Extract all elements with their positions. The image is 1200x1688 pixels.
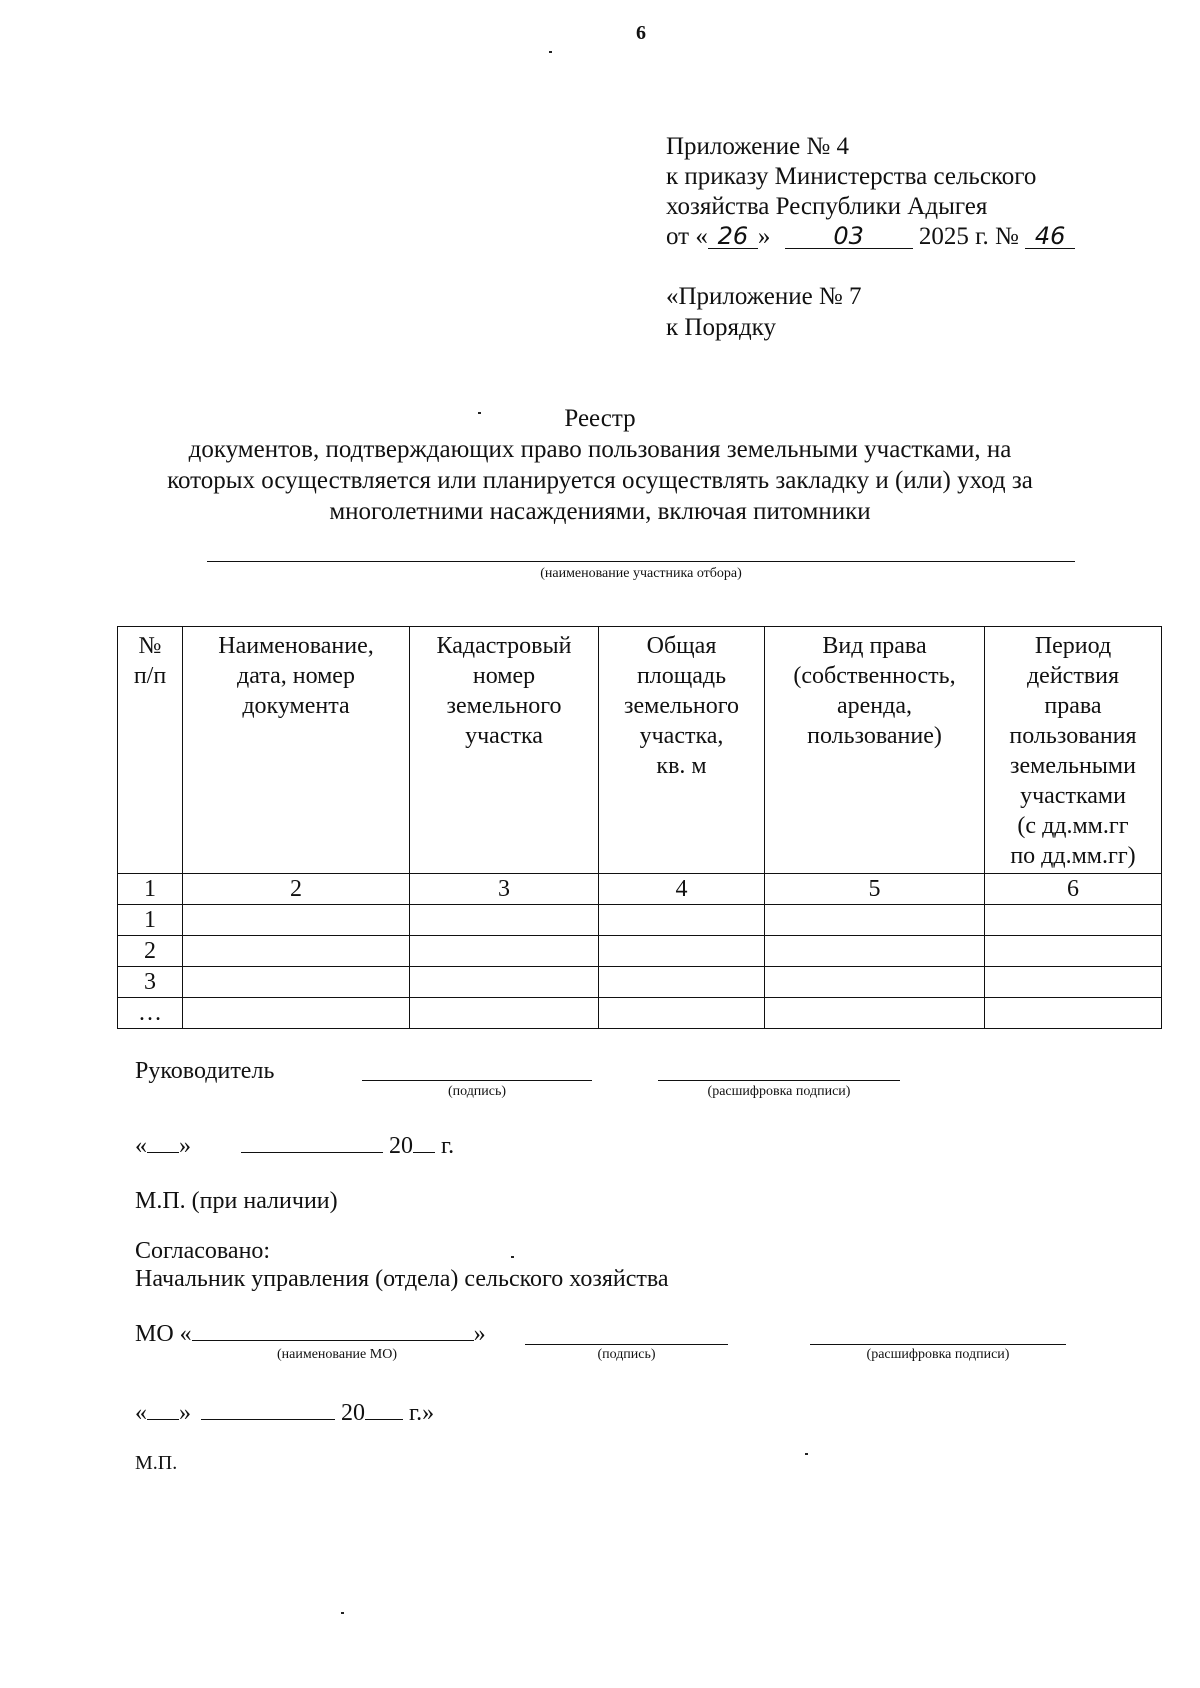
column-number: 5 — [765, 874, 985, 905]
month-blank — [201, 1399, 335, 1420]
row-number: 1 — [118, 905, 183, 936]
table-cell — [410, 967, 599, 998]
mo-name-blank — [192, 1320, 474, 1341]
participant-caption: (наименование участника отбора) — [540, 566, 742, 581]
handwritten-day: 26 — [708, 224, 758, 249]
scan-speck — [805, 1453, 808, 1455]
table-cell — [599, 967, 765, 998]
row-number: … — [118, 998, 183, 1029]
agreed-date-line — [135, 1399, 434, 1427]
table-cell — [765, 998, 985, 1029]
table-cell — [183, 936, 410, 967]
registry-table — [117, 626, 1162, 1029]
year-blank — [365, 1399, 403, 1420]
table-cell — [599, 998, 765, 1029]
date-open: « — [135, 1400, 147, 1426]
scan-speck — [341, 1612, 344, 1614]
day-blank — [147, 1399, 179, 1420]
stamp-label: М.П. (при наличии) — [135, 1188, 338, 1214]
decode-caption: (расшифровка подписи) — [707, 1084, 851, 1099]
table-header-cell: Кадастровый номер земельного участка — [410, 627, 599, 874]
column-number: 4 — [599, 874, 765, 905]
column-number: 2 — [183, 874, 410, 905]
agreed-signature-line — [525, 1344, 728, 1345]
table-cell — [985, 905, 1162, 936]
table-cell — [985, 936, 1162, 967]
table-row — [118, 936, 1162, 967]
date-close: » — [757, 223, 771, 250]
approval-line: Приложение № 4 — [666, 133, 850, 160]
scan-speck — [511, 1256, 514, 1258]
approval-date-line — [666, 222, 1075, 252]
table-cell — [183, 905, 410, 936]
sign-caption: (подпись) — [447, 1084, 507, 1099]
table-header-cell: № п/п — [118, 627, 183, 874]
approval-block — [666, 132, 1075, 252]
agreed-sign-caption: (подпись) — [597, 1347, 656, 1362]
approval-line: хозяйства Республики Адыгея — [666, 193, 988, 220]
date-close: » — [179, 1400, 191, 1426]
day-blank — [147, 1132, 179, 1153]
year-prefix: 20 — [389, 1133, 413, 1159]
head-date-line — [135, 1132, 454, 1160]
table-header-cell: Период действия права пользования земельными участками (с дд.мм.гг по дд.мм.гг) — [985, 627, 1162, 874]
month-blank — [241, 1132, 383, 1153]
year-text: 2025 г. № — [918, 223, 1019, 250]
agreed-position: Начальник управления (отдела) сельского хозяйства — [135, 1266, 669, 1292]
appendix-block — [666, 282, 862, 344]
table-cell — [765, 967, 985, 998]
table-row — [118, 998, 1162, 1029]
table-header-cell: Общая площадь земельного участка, кв. м — [599, 627, 765, 874]
title-line: документов, подтверждающих право пользования земельными участками, на — [188, 436, 1012, 463]
table-cell — [765, 936, 985, 967]
agreed-stamp-label: М.П. — [135, 1452, 178, 1474]
column-number: 6 — [985, 874, 1162, 905]
agreed-decode-line — [810, 1344, 1066, 1345]
mo-line — [135, 1320, 486, 1348]
scan-speck — [549, 51, 552, 53]
date-close: » — [179, 1133, 191, 1159]
handwritten-month: 03 — [785, 224, 913, 249]
agreed-label: Согласовано: — [135, 1238, 271, 1264]
head-label: Руководитель — [135, 1058, 275, 1084]
title-line: многолетними насаждениями, включая питомники — [329, 498, 871, 525]
row-number: 2 — [118, 936, 183, 967]
table-cell — [410, 998, 599, 1029]
year-suffix: г.» — [409, 1400, 435, 1426]
year-prefix: 20 — [341, 1400, 365, 1426]
appendix-line: «Приложение № 7 — [666, 283, 862, 310]
table-cell — [410, 936, 599, 967]
date-prefix: от « — [666, 223, 708, 250]
row-number: 3 — [118, 967, 183, 998]
appendix-line: к Порядку — [666, 314, 776, 341]
table-cell — [599, 936, 765, 967]
title-heading: Реестр — [564, 405, 636, 432]
title-line: которых осуществляется или планируется осуществлять закладку и (или) уход за — [167, 467, 1033, 494]
document-title — [0, 403, 1200, 527]
table-cell — [410, 905, 599, 936]
table-cell — [985, 967, 1162, 998]
table-cell — [599, 905, 765, 936]
table-cell — [183, 967, 410, 998]
table-cell — [183, 998, 410, 1029]
handwritten-number: 46 — [1025, 224, 1075, 249]
head-decode-line — [658, 1080, 900, 1081]
page-number: 6 — [636, 22, 646, 44]
column-number: 1 — [118, 874, 183, 905]
date-open: « — [135, 1133, 147, 1159]
agreed-decode-caption: (расшифровка подписи) — [866, 1347, 1010, 1362]
table-row — [118, 905, 1162, 936]
year-suffix: г. — [441, 1133, 455, 1159]
mo-close: » — [473, 1321, 486, 1347]
table-header-row — [118, 627, 1162, 874]
mo-prefix: МО « — [135, 1321, 192, 1347]
mo-caption: (наименование МО) — [277, 1347, 397, 1362]
year-blank — [413, 1132, 435, 1153]
participant-underline — [207, 561, 1075, 562]
column-number: 3 — [410, 874, 599, 905]
table-cell — [985, 998, 1162, 1029]
head-signature-line — [362, 1080, 592, 1081]
table-header-cell: Вид права (собственность, аренда, пользование) — [765, 627, 985, 874]
column-number-row — [118, 874, 1162, 905]
table-row — [118, 967, 1162, 998]
table-cell — [765, 905, 985, 936]
approval-line: к приказу Министерства сельского — [666, 163, 1037, 190]
table-header-cell: Наименование, дата, номер документа — [183, 627, 410, 874]
